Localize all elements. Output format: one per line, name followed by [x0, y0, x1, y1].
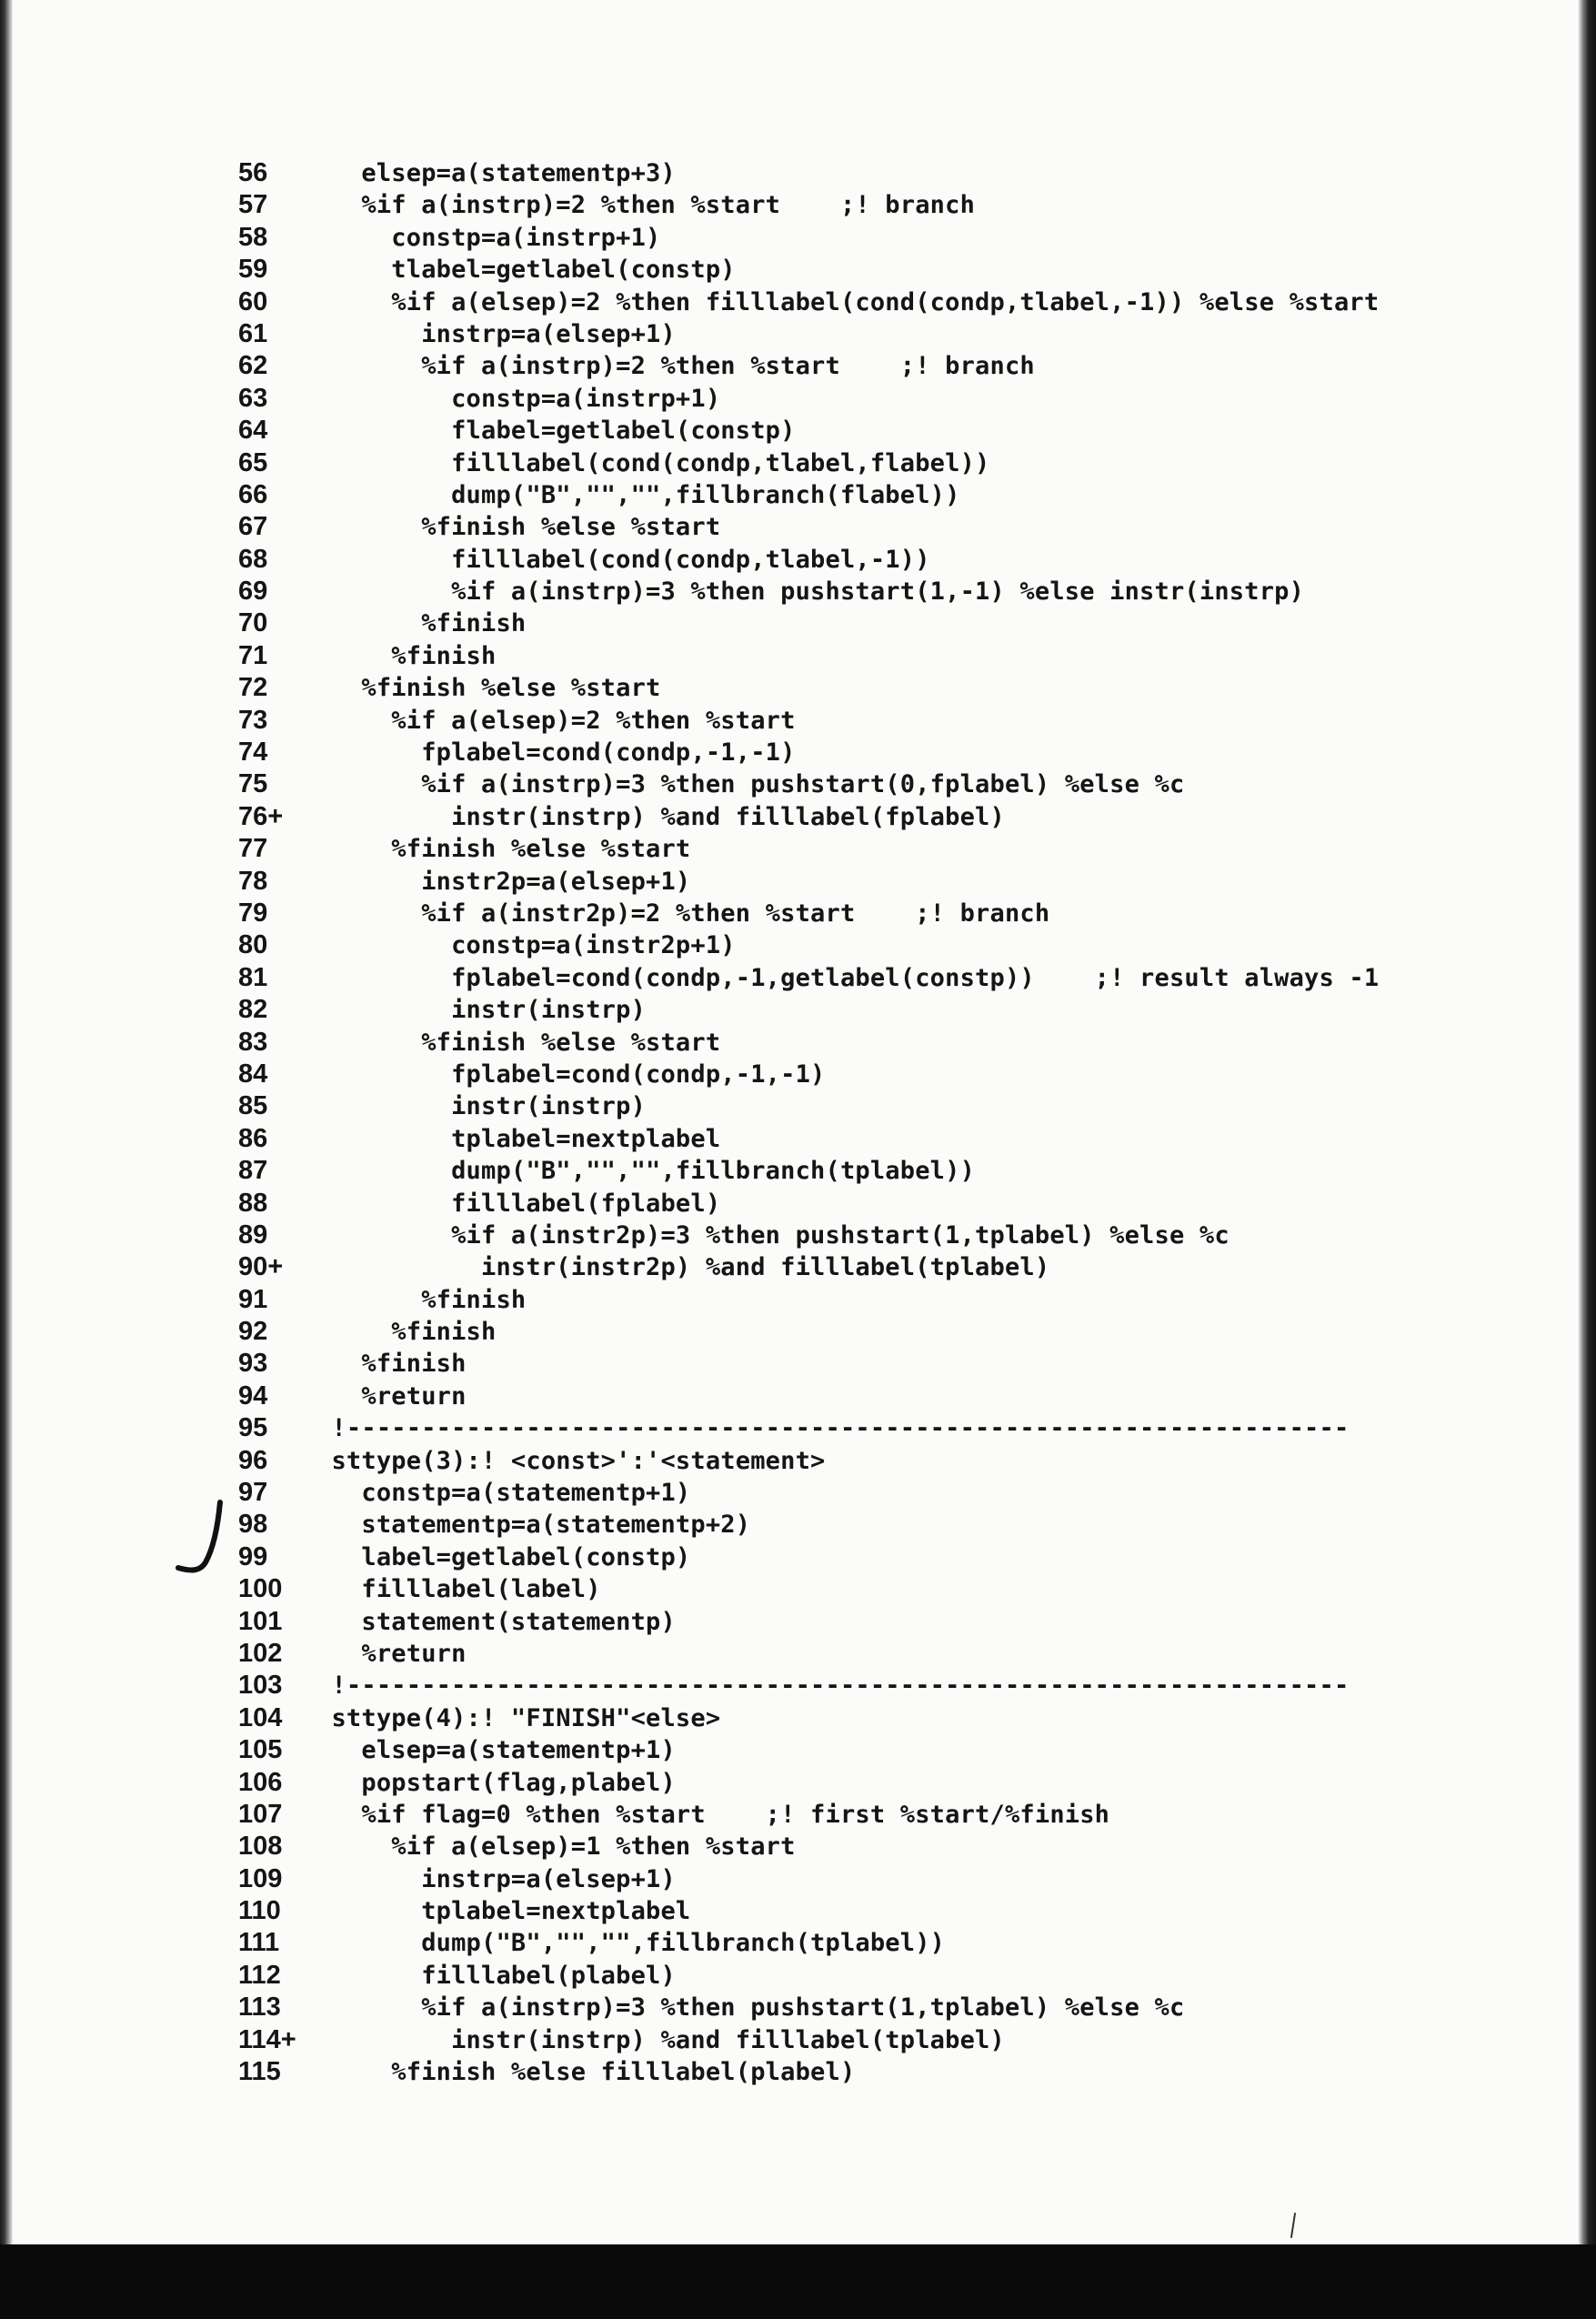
- code-text: %if a(instr2p)=2 %then %start ;! branch: [316, 898, 1050, 928]
- code-text: flabel=getlabel(constp): [316, 417, 796, 446]
- code-listing: [0, 157, 1546, 2088]
- code-text: tlabel=getlabel(constp): [316, 256, 736, 285]
- code-line: [0, 2056, 1546, 2088]
- code-line: [0, 898, 1546, 929]
- code-text: filllabel(cond(condp,tlabel,flabel)): [316, 448, 990, 477]
- line-number: 58: [238, 222, 268, 252]
- stray-pen-mark: [1288, 2212, 1299, 2239]
- line-number: 85: [238, 1091, 268, 1121]
- code-line: [0, 157, 1546, 189]
- code-text: %if a(instrp)=2 %then %start ;! branch: [316, 352, 1035, 381]
- code-text: filllabel(plabel): [316, 1961, 676, 1990]
- code-line: [0, 833, 1546, 865]
- code-line: [0, 1831, 1546, 1862]
- code-line: [0, 1284, 1546, 1316]
- code-line: [0, 286, 1546, 318]
- line-number: 65: [238, 447, 268, 477]
- code-line: [0, 1220, 1546, 1251]
- line-number: 66: [238, 479, 268, 509]
- code-text: instr2p=a(elsep+1): [316, 867, 691, 896]
- code-line: [0, 929, 1546, 961]
- line-number: 64: [238, 416, 268, 446]
- code-text: !-------------------------------------------------------------------: [316, 1671, 1350, 1701]
- line-number: 97: [238, 1478, 268, 1508]
- code-line: [0, 222, 1546, 254]
- code-text: constp=a(statementp+1): [316, 1479, 691, 1508]
- code-text: %if a(instrp)=3 %then pushstart(1,tplabel) %else %c: [316, 1993, 1185, 2023]
- line-number: 61: [238, 318, 268, 348]
- code-line: [0, 607, 1546, 639]
- code-line: [0, 994, 1546, 1026]
- code-line: [0, 737, 1546, 768]
- line-number: 104: [238, 1702, 283, 1732]
- code-line: [0, 1316, 1546, 1348]
- handwritten-check-mark: [173, 1499, 236, 1581]
- code-text: label=getlabel(constp): [316, 1542, 691, 1571]
- line-number: 81: [238, 962, 268, 992]
- code-text: constp=a(instrp+1): [316, 223, 661, 252]
- line-number: 78: [238, 866, 268, 896]
- code-text: %return: [316, 1639, 467, 1668]
- code-text: %finish %else %start: [316, 1028, 721, 1057]
- code-text: filllabel(fplabel): [316, 1189, 721, 1218]
- line-number: 59: [238, 255, 268, 285]
- code-line: [0, 705, 1546, 737]
- code-text: instr(instrp): [316, 996, 647, 1025]
- line-number: 93: [238, 1349, 268, 1379]
- code-text: %finish: [316, 1350, 467, 1379]
- code-text: statement(statementp): [316, 1607, 676, 1636]
- line-number: 109: [238, 1863, 283, 1893]
- code-text: %return: [316, 1381, 467, 1410]
- line-number: 63: [238, 383, 268, 413]
- line-number: 101: [238, 1606, 283, 1636]
- code-text: %if a(instrp)=3 %then pushstart(1,-1) %else instr(instrp): [316, 577, 1305, 607]
- code-text: tplabel=nextplabel: [316, 1897, 691, 1926]
- code-line: [0, 1155, 1546, 1187]
- code-line: [0, 1927, 1546, 1959]
- code-text: elsep=a(statementp+1): [316, 1736, 676, 1765]
- code-text: popstart(flag,plabel): [316, 1768, 676, 1797]
- code-text: %finish %else %start: [316, 835, 691, 864]
- code-line: [0, 1992, 1546, 2023]
- code-text: sttype(4):! "FINISH"<else>: [316, 1703, 721, 1732]
- code-line: [0, 1670, 1546, 1702]
- line-number: 73: [238, 705, 268, 735]
- line-number: 84: [238, 1059, 268, 1089]
- code-line: [0, 383, 1546, 415]
- code-line: [0, 1059, 1546, 1090]
- line-number: 88: [238, 1188, 268, 1218]
- code-line: [0, 962, 1546, 994]
- code-line: [0, 254, 1546, 286]
- line-number: 83: [238, 1027, 268, 1057]
- code-text: instr(instrp) %and filllabel(fplabel): [316, 802, 1005, 831]
- code-text: %if flag=0 %then %start ;! first %start/%finish: [316, 1800, 1110, 1829]
- code-line: [0, 1702, 1546, 1734]
- line-number: 69: [238, 577, 268, 607]
- line-number: 89: [238, 1220, 268, 1250]
- code-text: dump("B","","",fillbranch(tplabel)): [316, 1157, 976, 1186]
- code-line: [0, 801, 1546, 833]
- code-line: [0, 1188, 1546, 1220]
- code-line: [0, 1895, 1546, 1927]
- code-line: [0, 479, 1546, 511]
- code-line: [0, 189, 1546, 221]
- line-number: 79: [238, 898, 268, 928]
- code-text: instr(instrp): [316, 1092, 647, 1121]
- line-number: 106: [238, 1767, 283, 1797]
- line-number: 80: [238, 930, 268, 960]
- code-line: [0, 1638, 1546, 1670]
- line-number: 111: [238, 1928, 280, 1958]
- line-number: 90+: [238, 1252, 284, 1282]
- line-number: 71: [238, 640, 268, 670]
- line-number: 99: [238, 1541, 268, 1571]
- line-number: 98: [238, 1510, 268, 1540]
- line-number: 76+: [238, 801, 284, 831]
- code-line: [0, 415, 1546, 447]
- line-number: 110: [238, 1896, 281, 1926]
- code-text: constp=a(instrp+1): [316, 384, 721, 413]
- code-line: [0, 1767, 1546, 1799]
- line-number: 113: [238, 1993, 281, 2023]
- code-line: [0, 640, 1546, 672]
- code-text: %finish %else filllabel(plabel): [316, 2058, 856, 2087]
- code-line: [0, 2024, 1546, 2056]
- code-line: [0, 1090, 1546, 1122]
- line-number: 105: [238, 1735, 283, 1765]
- code-text: filllabel(cond(condp,tlabel,-1)): [316, 545, 930, 574]
- scan-edge-right: [1578, 0, 1596, 2246]
- code-line: [0, 544, 1546, 576]
- code-line: [0, 1380, 1546, 1412]
- code-text: %finish %else %start: [316, 674, 661, 703]
- code-text: filllabel(label): [316, 1575, 601, 1604]
- line-number: 82: [238, 995, 268, 1025]
- code-line: [0, 768, 1546, 800]
- line-number: 92: [238, 1317, 268, 1347]
- line-number: 68: [238, 544, 268, 574]
- line-number: 57: [238, 190, 268, 220]
- code-text: %if a(instrp)=3 %then pushstart(0,fplabel) %else %c: [316, 770, 1185, 799]
- line-number: 96: [238, 1445, 268, 1475]
- code-line: [0, 866, 1546, 898]
- code-line: [0, 318, 1546, 350]
- code-line: [0, 350, 1546, 382]
- code-text: %if a(elsep)=1 %then %start: [316, 1832, 796, 1862]
- line-number: 87: [238, 1156, 268, 1186]
- line-number: 62: [238, 351, 268, 381]
- line-number: 67: [238, 512, 268, 542]
- code-text: tplabel=nextplabel: [316, 1124, 721, 1153]
- line-number: 95: [238, 1413, 268, 1443]
- code-line: [0, 1027, 1546, 1059]
- scan-edge-bottom: [0, 2244, 1596, 2319]
- line-number: 72: [238, 673, 268, 703]
- code-line: [0, 576, 1546, 607]
- line-number: 75: [238, 769, 268, 799]
- code-text: dump("B","","",fillbranch(tplabel)): [316, 1929, 946, 1958]
- code-text: fplabel=cond(condp,-1,getlabel(constp)) ;! result always -1: [316, 963, 1380, 992]
- code-text: %if a(instr2p)=3 %then pushstart(1,tplabel) %else %c: [316, 1220, 1230, 1250]
- code-text: %finish: [316, 641, 497, 670]
- code-text: fplabel=cond(condp,-1,-1): [316, 1059, 826, 1089]
- code-text: instr(instr2p) %and filllabel(tplabel): [316, 1253, 1050, 1282]
- line-number: 86: [238, 1123, 268, 1153]
- code-text: %finish %else %start: [316, 513, 721, 542]
- code-text: constp=a(instr2p+1): [316, 931, 736, 960]
- code-line: [0, 511, 1546, 543]
- code-line: [0, 1251, 1546, 1283]
- code-text: instr(instrp) %and filllabel(tplabel): [316, 2025, 1005, 2054]
- code-text: dump("B","","",fillbranch(flabel)): [316, 480, 960, 509]
- line-number: 56: [238, 158, 268, 187]
- line-number: 108: [238, 1832, 283, 1862]
- code-line: [0, 1445, 1546, 1477]
- code-text: %finish: [316, 1318, 497, 1347]
- code-line: [0, 1606, 1546, 1638]
- line-number: 114+: [238, 2024, 296, 2054]
- code-line: [0, 1863, 1546, 1895]
- code-line: [0, 447, 1546, 479]
- line-number: 70: [238, 608, 268, 638]
- line-number: 77: [238, 834, 268, 864]
- code-text: sttype(3):! <const>':'<statement>: [316, 1446, 826, 1475]
- line-number: 60: [238, 286, 268, 316]
- line-number: 74: [238, 738, 268, 768]
- code-line: [0, 1734, 1546, 1766]
- code-text: instrp=a(elsep+1): [316, 1864, 676, 1893]
- line-number: 115: [238, 2057, 281, 2087]
- code-text: %finish: [316, 1285, 527, 1314]
- code-text: fplabel=cond(condp,-1,-1): [316, 738, 796, 768]
- line-number: 94: [238, 1380, 268, 1410]
- code-text: statementp=a(statementp+2): [316, 1511, 751, 1540]
- code-line: [0, 1799, 1546, 1831]
- line-number: 102: [238, 1638, 283, 1668]
- line-number: 103: [238, 1671, 283, 1701]
- code-line: [0, 1123, 1546, 1155]
- code-text: %if a(instrp)=2 %then %start ;! branch: [316, 191, 976, 220]
- code-line: [0, 672, 1546, 704]
- code-text: !-------------------------------------------------------------------: [316, 1414, 1350, 1443]
- code-line: [0, 1348, 1546, 1380]
- line-number: 100: [238, 1574, 283, 1604]
- code-line: [0, 1412, 1546, 1444]
- code-text: %if a(elsep)=2 %then filllabel(cond(condp,tlabel,-1)) %else %start: [316, 287, 1380, 316]
- line-number: 112: [238, 1960, 281, 1990]
- code-line: [0, 1960, 1546, 1992]
- line-number: 107: [238, 1799, 283, 1829]
- code-text: instrp=a(elsep+1): [316, 319, 676, 348]
- code-text: %if a(elsep)=2 %then %start: [316, 706, 796, 735]
- code-text: elsep=a(statementp+3): [316, 159, 676, 187]
- line-number: 91: [238, 1284, 268, 1314]
- code-text: %finish: [316, 609, 527, 638]
